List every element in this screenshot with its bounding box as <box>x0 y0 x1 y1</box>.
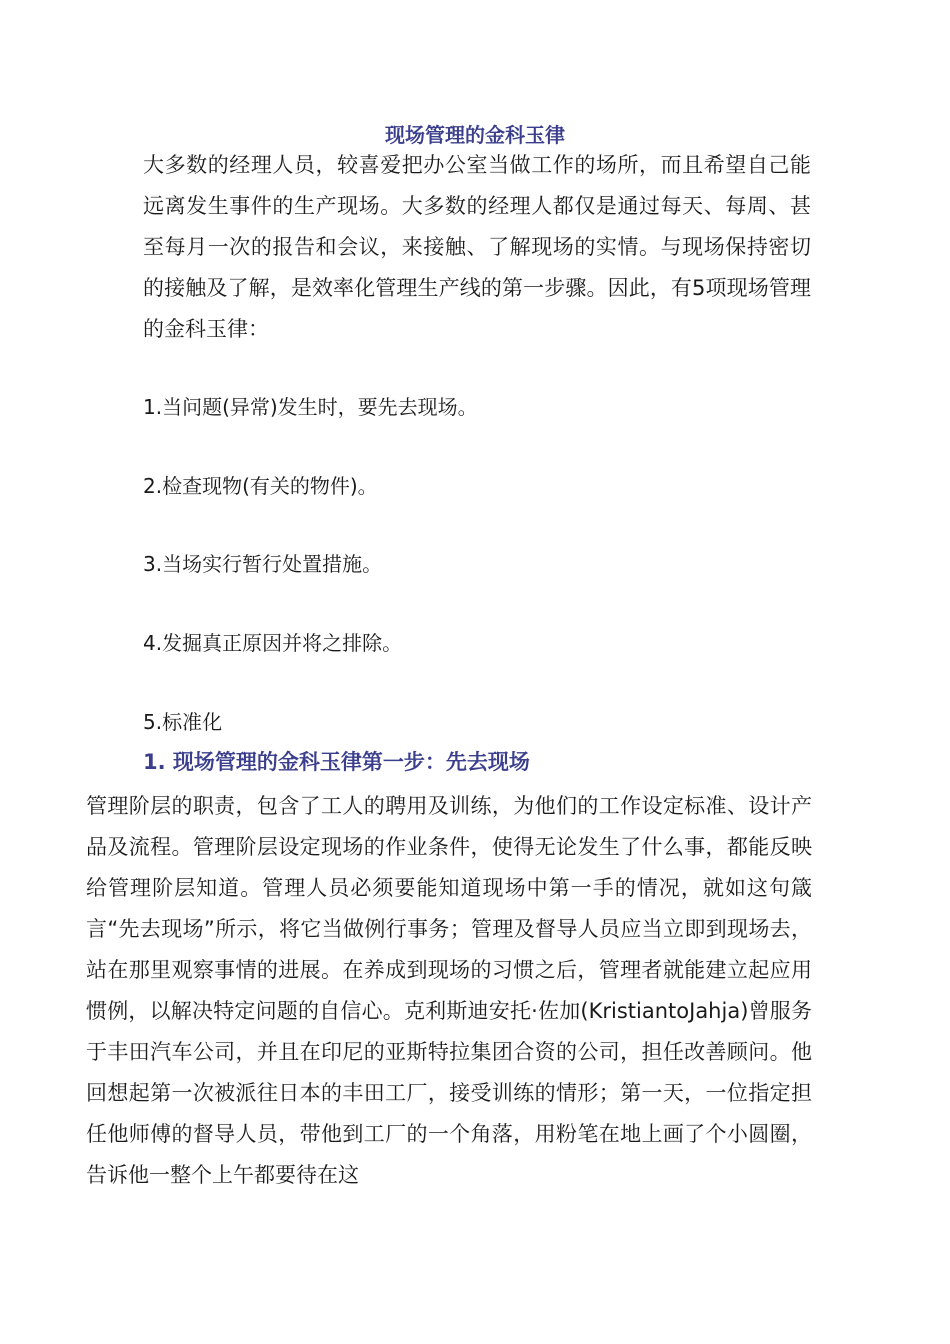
rule-item-5: 5.标准化 <box>143 710 223 734</box>
rule-item-4: 4.发掘真正原因并将之排除。 <box>143 631 403 655</box>
document-title: 现场管理的金科玉律 <box>385 123 565 147</box>
rule-item-3: 3.当场实行暂行处置措施。 <box>143 552 383 576</box>
rule-item-1: 1.当问题(异常)发生时，要先去现场。 <box>143 395 478 419</box>
section-heading: 1. 现场管理的金科玉律第一步：先去现场 <box>143 750 530 774</box>
rule-item-2: 2.检查现物(有关的物件)。 <box>143 474 378 498</box>
section-body-paragraph: 管理阶层的职责，包含了工人的聘用及训练，为他们的工作设定标准、设计产品及流程。管理阶层设定现场的作业条件，使得无论发生了什么事，都能反映给管理阶层知道。管理人员必须要能知道现场中第一手的情况，就如这句箴言“先去现场”所示，将它当做例行事务；管理及督导人员应当立即到现场去，站在那里观察事情的进展。在养成到现场的习惯之后，管理者就能建立起应用惯例，以解决特定问题的自信心。克利斯迪安托·佐加(KristiantoJahja)曾服务于丰田汽车公司，并且在印尼的亚斯特拉集团合资的公司，担任改善顾问。他回想起第一次被派往日本的丰田工厂，接受训练的情形；第一天，一位指定担任他师傅的督导人员，带他到工厂的一个角落，用粉笔在地上画了个小圆圈，告诉他一整个上午都要待在这 <box>86 794 812 1187</box>
intro-paragraph: 大多数的经理人员，较喜爱把办公室当做工作的场所，而且希望自己能远离发生事件的生产现场。大多数的经理人都仅是通过每天、每周、甚至每月一次的报告和会议，来接触、了解现场的实情。与现场保持密切的接触及了解，是效率化管理生产线的第一步骤。因此，有5项现场管理的金科玉律： <box>143 153 811 341</box>
